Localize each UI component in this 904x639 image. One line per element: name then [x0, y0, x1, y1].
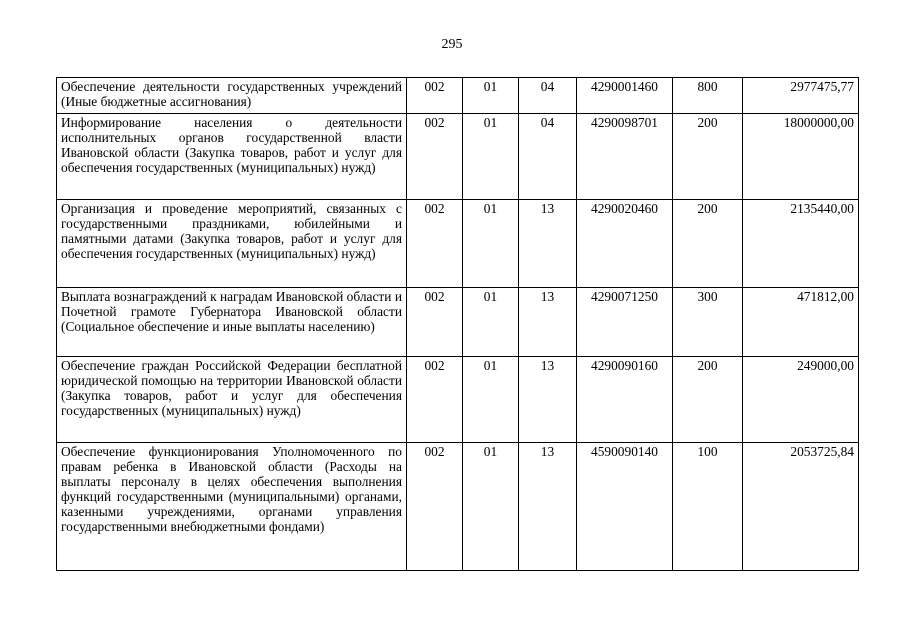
ministry-code: 002 — [407, 443, 463, 571]
expense-type-code: 800 — [673, 78, 743, 114]
ministry-code: 002 — [407, 288, 463, 357]
target-article-code: 4290001460 — [577, 78, 673, 114]
expense-type-code: 200 — [673, 114, 743, 200]
target-article-code: 4290020460 — [577, 200, 673, 288]
amount-value: 2977475,77 — [743, 78, 859, 114]
subsection-code: 13 — [519, 357, 577, 443]
target-article-code: 4590090140 — [577, 443, 673, 571]
section-code: 01 — [463, 288, 519, 357]
expenditure-name: Обеспечение деятельности государственных учреждений (Иные бюджетные ассигнования) — [57, 78, 407, 114]
page-number: 295 — [441, 37, 463, 52]
expense-type-code: 200 — [673, 200, 743, 288]
amount-value: 18000000,00 — [743, 114, 859, 200]
expenditure-name: Обеспечение граждан Российской Федерации бесплатной юридической помощью на территории Ивановской области (Закупка товаров, работ и услуг для обеспечения государственных (муниципальных) нужд) — [57, 357, 407, 443]
section-code: 01 — [463, 78, 519, 114]
expenditure-name: Выплата вознаграждений к наградам Ивановской области и Почетной грамоте Губернатора Ивановской области (Социальное обеспечение и иные выплаты населению) — [57, 288, 407, 357]
table-row — [57, 443, 859, 571]
expenditure-name: Организация и проведение мероприятий, связанных с государственными праздниками, юбилейными и памятными датами (Закупка товаров, работ и услуг для обеспечения государственных (муниципальных) нужд) — [57, 200, 407, 288]
section-code: 01 — [463, 357, 519, 443]
ministry-code: 002 — [407, 357, 463, 443]
expenditure-name: Информирование населения о деятельности исполнительных органов государственной власти Ивановской области (Закупка товаров, работ и услуг для обеспечения государственных (муниципальных) нужд) — [57, 114, 407, 200]
table-row — [57, 114, 859, 200]
amount-value: 249000,00 — [743, 357, 859, 443]
budget-table — [56, 77, 859, 571]
expense-type-code: 100 — [673, 443, 743, 571]
table-row — [57, 200, 859, 288]
ministry-code: 002 — [407, 78, 463, 114]
target-article-code: 4290098701 — [577, 114, 673, 200]
ministry-code: 002 — [407, 114, 463, 200]
section-code: 01 — [463, 114, 519, 200]
expenditure-name: Обеспечение функционирования Уполномоченного по правам ребенка в Ивановской области (Расходы на выплаты персоналу в целях обеспечения выполнения функций государственными (муниципальными) органами, казенными учреждениями, органами управления государственными внебюджетными фондами) — [57, 443, 407, 571]
subsection-code: 13 — [519, 200, 577, 288]
amount-value: 471812,00 — [743, 288, 859, 357]
target-article-code: 4290090160 — [577, 357, 673, 443]
expense-type-code: 300 — [673, 288, 743, 357]
ministry-code: 002 — [407, 200, 463, 288]
expense-type-code: 200 — [673, 357, 743, 443]
table-row — [57, 288, 859, 357]
table-row — [57, 357, 859, 443]
subsection-code: 13 — [519, 443, 577, 571]
amount-value: 2053725,84 — [743, 443, 859, 571]
amount-value: 2135440,00 — [743, 200, 859, 288]
section-code: 01 — [463, 200, 519, 288]
subsection-code: 04 — [519, 78, 577, 114]
section-code: 01 — [463, 443, 519, 571]
table-row — [57, 78, 859, 114]
subsection-code: 04 — [519, 114, 577, 200]
subsection-code: 13 — [519, 288, 577, 357]
target-article-code: 4290071250 — [577, 288, 673, 357]
table-body — [57, 78, 859, 571]
